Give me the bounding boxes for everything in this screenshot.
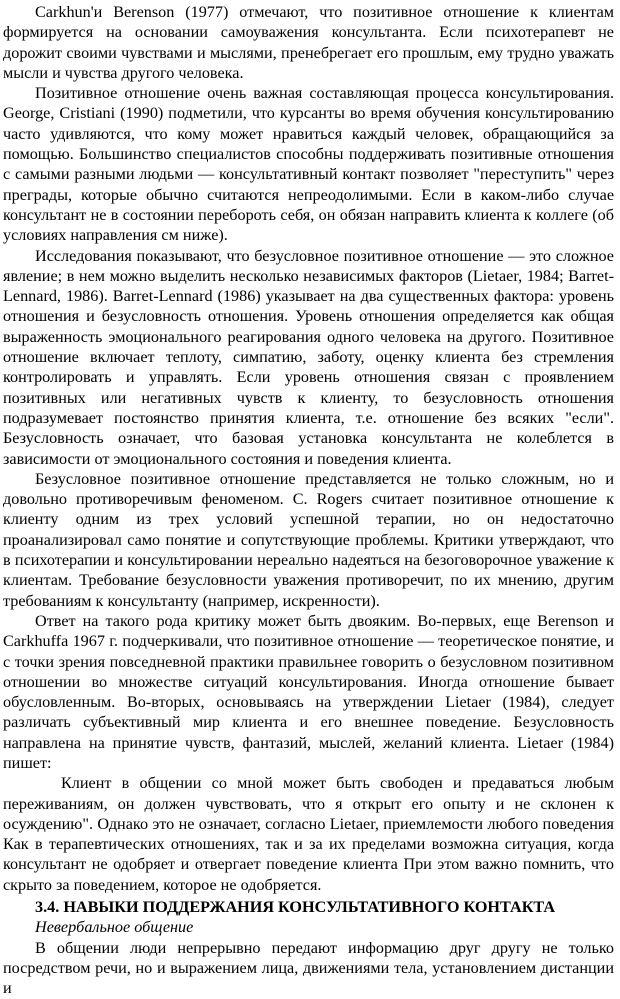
paragraph-5: Ответ на такого рода критику может быть двояким. Во-первых, еще Berenson и Carkhuffa 1967 г. подчеркивали, что позитивное отношение — теоретическое понятие, и с точки зрения повседневной практики правильнее говорить о безусловном позитивном отношении во множестве ситуаций консультирования. Иногда отношение бывает обусловленным. Во-вторых, основываясь на утверждении Lietaer (1984), следует различать субъективный мир клиента и его внешнее поведение. Безусловность направлена на принятие чувств, фантазий, мыслей, желаний клиента. Lietaer (1984) пишет: <box>3 611 614 772</box>
paragraph-2: Позитивное отношение очень важная составляющая процесса консультирования. George, Cristiani (1990) подметили, что курсанты во время обучения консультированию часто удивляются, что кому может нравиться каждый человек, обращающийся за помощью. Большинство специалистов способны поддерживать позитивные отношения с самыми разными людьми — консультативный контакт позволяет "переступить" через преграды, которые обычно считаются непреодолимыми. Если в каком-либо случае консультант не в состоянии перебороть себя, он обязан направить клиента к коллеге (об условиях направления см ниже). <box>3 84 614 245</box>
paragraph-3: Исследования показывают, что безусловное позитивное отношение — это сложное явление; в нем можно выделить несколько независимых факторов (Lietaer, 1984; Barret-Lennard, 1986). Barret-Lennard (1986) указывает на два существенных фактора: уровень отношения и безусловность отношения. Уровень отношения определяется как общая выраженность эмоционального реагирования одного человека на другого. Позитивное отношение включает теплоту, симпатию, заботу, оценку клиента без стремления контролировать и управлять. Если уровень отношения связан с проявлением позитивных или негативных чувств к клиенту, то безусловность отношения подразумевает постоянство принятия клиента, т.е. отношение без всяких "если". Безусловность означает, что базовая установка консультанта не колеблется в зависимости от эмоционального состояния и поведения клиента. <box>3 246 614 468</box>
paragraph-final: В общении люди непрерывно передают информацию друг другу не только посредством речи, но и выражением лица, движениями тела, установлением дистанции и <box>3 938 614 998</box>
paragraph-1: Carkhun'и Berenson (1977) отмечают, что позитивное отношение к клиентам формируется на основании самоуважения консультанта. Если психотерапевт не дорожит своими чувствами и мыслями, пренебрегает его прошлым, ему трудно уважать мысли и чувства другого человека. <box>3 3 614 82</box>
block-quote: Клиент в общении со мной может быть свободен и предаваться любым переживаниям, он должен чувствовать, что я открыт его опыту и не склонен к осуждению". Однако это не означает, согласно Lietaer, приемлемости любого поведения Как в терапевтических отношениях, так и за их пределами возможна ситуация, когда консультант не одобряет и отвергает поведение клиента При этом важно помнить, что скрыто за поведением, которое не одобряется. <box>3 774 614 894</box>
subsection-heading: Невербальное общение <box>35 918 194 937</box>
paragraph-4: Безусловное позитивное отношение представляется не только сложным, но и довольно противоречивым феноменом. C. Rogers считает позитивное отношение к клиенту одним из трех условий успешной терапии, но он недостаточно проанализировал само понятие и сопутствующие проблемы. Критики утверждают, что в психотерапии и консультировании нереально надеяться на безоговорочное уважение к клиентам. Требование безусловности уважения противоречит, по их мнению, другим требованиям к консультанту (например, искренности). <box>3 469 614 610</box>
section-heading: 3.4. НАВЫКИ ПОДДЕРЖАНИЯ КОНСУЛЬТАТИВНОГО КОНТАКТА <box>35 898 556 917</box>
